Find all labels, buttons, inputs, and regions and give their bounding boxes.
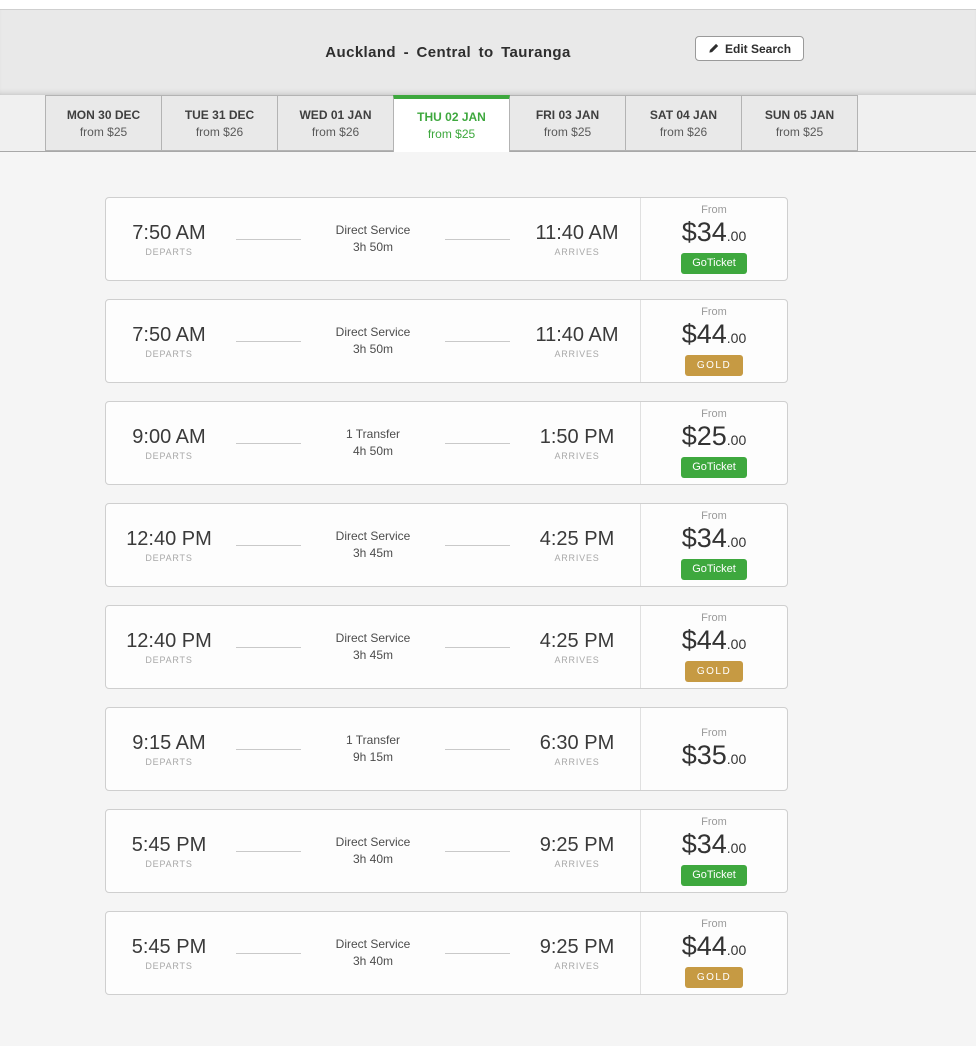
departure-block <box>114 630 224 665</box>
tab-fare-label: from $26 <box>659 124 708 139</box>
fare-badge: GOLD <box>685 967 743 988</box>
service-duration: 9h 15m <box>352 750 394 764</box>
price-cents: .00 <box>726 330 747 346</box>
connector-line <box>236 443 301 444</box>
price <box>682 523 747 554</box>
tab-date-label: MON 30 DEC <box>66 107 141 122</box>
departure-time: 9:00 AM <box>132 425 206 448</box>
trip-card[interactable] <box>105 299 788 383</box>
service-block <box>313 222 433 257</box>
tab-date-label: SUN 05 JAN <box>764 107 835 122</box>
arrives-label: ARRIVES <box>554 246 600 257</box>
edit-search-button[interactable] <box>695 36 804 61</box>
departure-time: 5:45 PM <box>131 833 207 856</box>
price <box>682 217 747 248</box>
trip-summary <box>106 606 640 688</box>
connector-line <box>236 953 301 954</box>
price-panel <box>640 606 787 688</box>
tab-date-label: TUE 31 DEC <box>184 107 255 122</box>
arrival-block <box>522 732 632 767</box>
tab-fare-label: from $25 <box>79 124 128 139</box>
trip-summary <box>106 402 640 484</box>
service-type: Direct Service <box>335 630 411 645</box>
fare-badge: GOLD <box>685 661 743 682</box>
fare-badge: GoTicket <box>681 865 747 885</box>
arrival-block <box>522 630 632 665</box>
tab-fare-label: from $25 <box>427 127 476 141</box>
pencil-icon <box>708 43 719 54</box>
date-tab[interactable] <box>277 95 394 151</box>
departure-block <box>114 222 224 257</box>
arrives-label: ARRIVES <box>554 858 600 869</box>
arrival-time: 6:30 PM <box>539 731 615 754</box>
trip-summary <box>106 810 640 892</box>
price-cents: .00 <box>726 942 747 958</box>
service-block <box>313 630 433 665</box>
fare-badge: GoTicket <box>681 253 747 273</box>
date-tab[interactable] <box>741 95 858 151</box>
departure-block <box>114 528 224 563</box>
price <box>682 625 747 656</box>
service-type: Direct Service <box>335 834 411 849</box>
price-cents: .00 <box>726 432 747 449</box>
service-duration: 4h 50m <box>352 444 394 458</box>
connector-line <box>236 851 301 852</box>
price-dollars: $25 <box>681 421 727 452</box>
trip-card[interactable] <box>105 503 788 587</box>
trip-card[interactable] <box>105 707 788 791</box>
arrives-label: ARRIVES <box>554 960 600 971</box>
top-bar <box>0 0 976 10</box>
connector-line <box>236 239 301 240</box>
price-panel <box>640 300 787 382</box>
connector-line <box>445 749 510 750</box>
arrival-time: 1:50 PM <box>539 425 615 448</box>
departure-time: 5:45 PM <box>131 935 207 958</box>
departs-label: DEPARTS <box>145 348 193 359</box>
arrives-label: ARRIVES <box>554 654 600 665</box>
from-label: From <box>701 306 727 318</box>
service-type: Direct Service <box>335 528 411 543</box>
service-duration: 3h 45m <box>352 648 394 662</box>
arrives-label: ARRIVES <box>554 348 600 359</box>
service-duration: 3h 40m <box>352 954 394 968</box>
service-duration: 3h 50m <box>352 342 394 356</box>
price-cents: .00 <box>726 636 747 652</box>
arrival-time: 4:25 PM <box>539 527 615 550</box>
connector-line <box>445 851 510 852</box>
service-block <box>313 834 433 869</box>
tab-date-label: THU 02 JAN <box>417 110 486 124</box>
service-type: 1 Transfer <box>345 426 401 441</box>
departure-time: 7:50 AM <box>132 221 206 244</box>
price-dollars: $44 <box>681 625 727 655</box>
connector-line <box>445 647 510 648</box>
service-block <box>313 528 433 563</box>
from-label: From <box>701 612 727 624</box>
service-type: Direct Service <box>335 222 411 237</box>
connector-line <box>445 545 510 546</box>
connector-line <box>236 647 301 648</box>
arrival-block <box>522 324 632 359</box>
trip-results-list <box>0 152 976 995</box>
date-tab-bar <box>0 95 976 152</box>
departure-time: 12:40 PM <box>126 629 212 652</box>
trip-card[interactable] <box>105 605 788 689</box>
date-tab[interactable] <box>393 95 510 152</box>
price <box>682 829 747 860</box>
service-block <box>313 324 433 359</box>
departure-time: 12:40 PM <box>126 527 212 550</box>
trip-summary <box>106 198 640 280</box>
departure-time: 7:50 AM <box>132 323 206 346</box>
date-tab[interactable] <box>625 95 742 151</box>
departure-block <box>114 324 224 359</box>
service-block <box>313 732 433 767</box>
service-type: Direct Service <box>335 324 411 339</box>
trip-summary <box>106 504 640 586</box>
tab-fare-label: from $25 <box>775 124 824 139</box>
trip-card[interactable] <box>105 197 788 281</box>
price <box>682 319 747 350</box>
route-title: Auckland - Central to Tauranga <box>325 44 571 61</box>
price-dollars: $34 <box>681 829 727 860</box>
connector-line <box>445 341 510 342</box>
from-label: From <box>701 727 727 739</box>
price-dollars: $35 <box>681 740 727 770</box>
departs-label: DEPARTS <box>145 654 193 665</box>
tab-date-label: FRI 03 JAN <box>535 107 600 122</box>
arrival-block <box>522 528 632 563</box>
arrival-time: 11:40 AM <box>535 323 619 346</box>
connector-line <box>445 443 510 444</box>
connector-line <box>236 341 301 342</box>
price-panel <box>640 504 787 586</box>
departure-block <box>114 732 224 767</box>
edit-search-label: Edit Search <box>725 41 792 56</box>
connector-line <box>236 749 301 750</box>
departure-block <box>114 426 224 461</box>
date-tab[interactable] <box>509 95 626 151</box>
departs-label: DEPARTS <box>145 756 193 767</box>
price-panel <box>640 198 787 280</box>
trip-card[interactable] <box>105 401 788 485</box>
date-tab[interactable] <box>161 95 278 151</box>
fare-badge: GoTicket <box>681 457 747 477</box>
price-dollars: $34 <box>681 217 727 248</box>
departs-label: DEPARTS <box>145 960 193 971</box>
arrival-block <box>522 222 632 257</box>
trip-card[interactable] <box>105 809 788 893</box>
tab-fare-label: from $26 <box>195 124 244 139</box>
arrival-block <box>522 834 632 869</box>
arrival-block <box>522 426 632 461</box>
date-tab[interactable] <box>45 95 162 151</box>
price-cents: .00 <box>726 840 747 857</box>
tab-date-label: SAT 04 JAN <box>649 107 718 122</box>
service-type: Direct Service <box>335 936 411 951</box>
from-label: From <box>701 816 727 829</box>
price-panel <box>640 810 787 892</box>
service-type: 1 Transfer <box>345 732 401 747</box>
arrival-time: 11:40 AM <box>535 221 619 244</box>
departure-block <box>114 834 224 869</box>
connector-line <box>445 953 510 954</box>
fare-badge: GOLD <box>685 355 743 376</box>
trip-summary <box>106 912 640 994</box>
departs-label: DEPARTS <box>145 552 193 563</box>
fare-badge: GoTicket <box>681 559 747 579</box>
price-cents: .00 <box>726 534 747 551</box>
arrives-label: ARRIVES <box>554 450 600 461</box>
from-label: From <box>701 204 727 217</box>
price-cents: .00 <box>726 751 747 767</box>
departure-block <box>114 936 224 971</box>
price-panel <box>640 912 787 994</box>
price <box>682 740 747 771</box>
price <box>682 931 747 962</box>
trip-summary <box>106 708 640 790</box>
price-dollars: $34 <box>681 523 727 554</box>
arrival-block <box>522 936 632 971</box>
service-duration: 3h 45m <box>352 546 394 560</box>
tab-date-label: WED 01 JAN <box>299 107 372 122</box>
connector-line <box>445 239 510 240</box>
arrival-time: 9:25 PM <box>539 935 615 958</box>
arrives-label: ARRIVES <box>554 756 600 767</box>
price <box>682 421 747 452</box>
price-dollars: $44 <box>681 319 727 349</box>
service-block <box>313 426 433 461</box>
arrival-time: 4:25 PM <box>539 629 615 652</box>
service-duration: 3h 40m <box>352 852 394 866</box>
departs-label: DEPARTS <box>145 246 193 257</box>
from-label: From <box>701 918 727 930</box>
from-label: From <box>701 510 727 523</box>
tab-fare-label: from $26 <box>311 124 360 139</box>
price-panel <box>640 708 787 790</box>
tab-fare-label: from $25 <box>543 124 592 139</box>
trip-summary <box>106 300 640 382</box>
price-dollars: $44 <box>681 931 727 961</box>
trip-card[interactable] <box>105 911 788 995</box>
from-label: From <box>701 408 727 421</box>
departs-label: DEPARTS <box>145 450 193 461</box>
price-cents: .00 <box>726 228 747 245</box>
price-panel <box>640 402 787 484</box>
arrives-label: ARRIVES <box>554 552 600 563</box>
service-block <box>313 936 433 971</box>
departure-time: 9:15 AM <box>132 731 206 754</box>
header <box>0 10 976 95</box>
service-duration: 3h 50m <box>352 240 394 254</box>
arrival-time: 9:25 PM <box>539 833 615 856</box>
departs-label: DEPARTS <box>145 858 193 869</box>
connector-line <box>236 545 301 546</box>
